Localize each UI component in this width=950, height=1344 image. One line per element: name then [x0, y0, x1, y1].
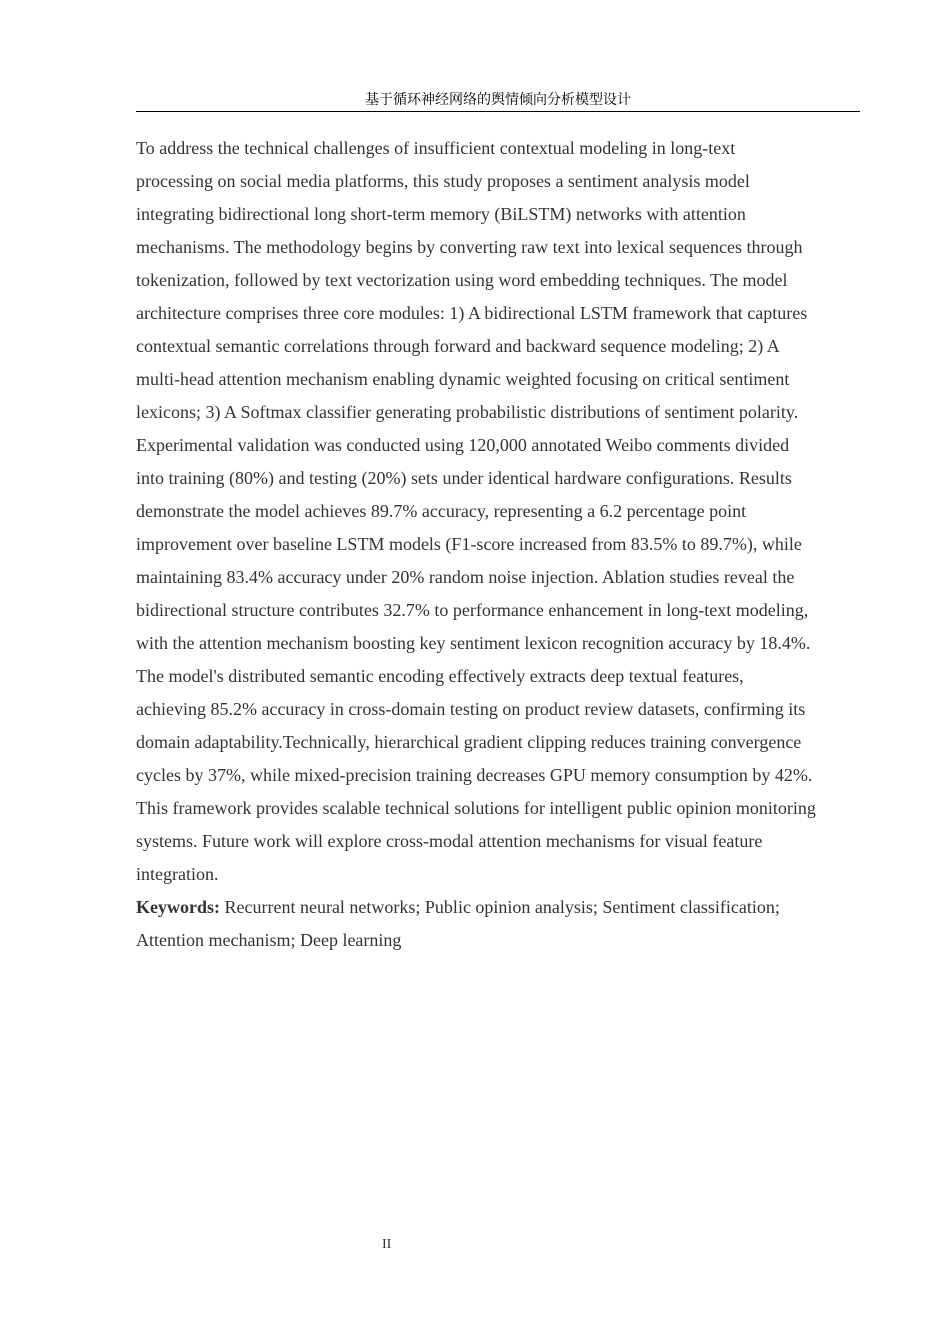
keywords-text: Recurrent neural networks; Public opinion analysis; Sentiment classification; — [224, 897, 780, 917]
abstract-body — [136, 132, 866, 957]
abstract-line: architecture comprises three core modules: 1) A bidirectional LSTM framework that captures — [136, 303, 808, 323]
abstract-line: achieving 85.2% accuracy in cross-domain testing on product review datasets, confirming its — [136, 699, 806, 719]
abstract-line: multi-head attention mechanism enabling dynamic weighted focusing on critical sentiment — [136, 369, 790, 389]
abstract-line: into training (80%) and testing (20%) sets under identical hardware configurations. Results — [136, 468, 792, 488]
abstract-line: lexicons; 3) A Softmax classifier generating probabilistic distributions of sentiment polarity. — [136, 402, 799, 422]
keywords-line-continued: Attention mechanism; Deep learning — [136, 930, 402, 950]
abstract-line: integrating bidirectional long short-term memory (BiLSTM) networks with attention — [136, 204, 746, 224]
abstract-line: contextual semantic correlations through forward and backward sequence modeling; 2) A — [136, 336, 780, 356]
page-number: II — [382, 1237, 392, 1252]
abstract-line: integration. — [136, 864, 219, 884]
abstract-line: systems. Future work will explore cross-modal attention mechanisms for visual feature — [136, 831, 763, 851]
abstract-line: with the attention mechanism boosting key sentiment lexicon recognition accuracy by 18.4%. — [136, 633, 811, 653]
keywords-label: Keywords: — [136, 897, 220, 917]
abstract-line: maintaining 83.4% accuracy under 20% random noise injection. Ablation studies reveal the — [136, 567, 795, 587]
abstract-line: domain adaptability.Technically, hierarchical gradient clipping reduces training convergence — [136, 732, 802, 752]
abstract-line: cycles by 37%, while mixed-precision training decreases GPU memory consumption by 42%. — [136, 765, 813, 785]
abstract-line: The model's distributed semantic encoding effectively extracts deep textual features, — [136, 666, 744, 686]
abstract-line: demonstrate the model achieves 89.7% accuracy, representing a 6.2 percentage point — [136, 501, 747, 521]
abstract-line: bidirectional structure contributes 32.7% to performance enhancement in long-text modeling, — [136, 600, 809, 620]
abstract-line: mechanisms. The methodology begins by converting raw text into lexical sequences through — [136, 237, 803, 257]
running-header: 基于循环神经网络的舆情倾向分析模型设计 — [136, 90, 860, 112]
abstract-line: This framework provides scalable technical solutions for intelligent public opinion monitoring — [136, 798, 816, 818]
abstract-line: To address the technical challenges of insufficient contextual modeling in long-text — [136, 138, 736, 158]
abstract-line: Experimental validation was conducted using 120,000 annotated Weibo comments divided — [136, 435, 790, 455]
abstract-line: improvement over baseline LSTM models (F1-score increased from 83.5% to 89.7%), while — [136, 534, 802, 554]
abstract-line: tokenization, followed by text vectorization using word embedding techniques. The model — [136, 270, 788, 290]
keywords-line — [136, 891, 866, 924]
abstract-line: processing on social media platforms, this study proposes a sentiment analysis model — [136, 171, 750, 191]
